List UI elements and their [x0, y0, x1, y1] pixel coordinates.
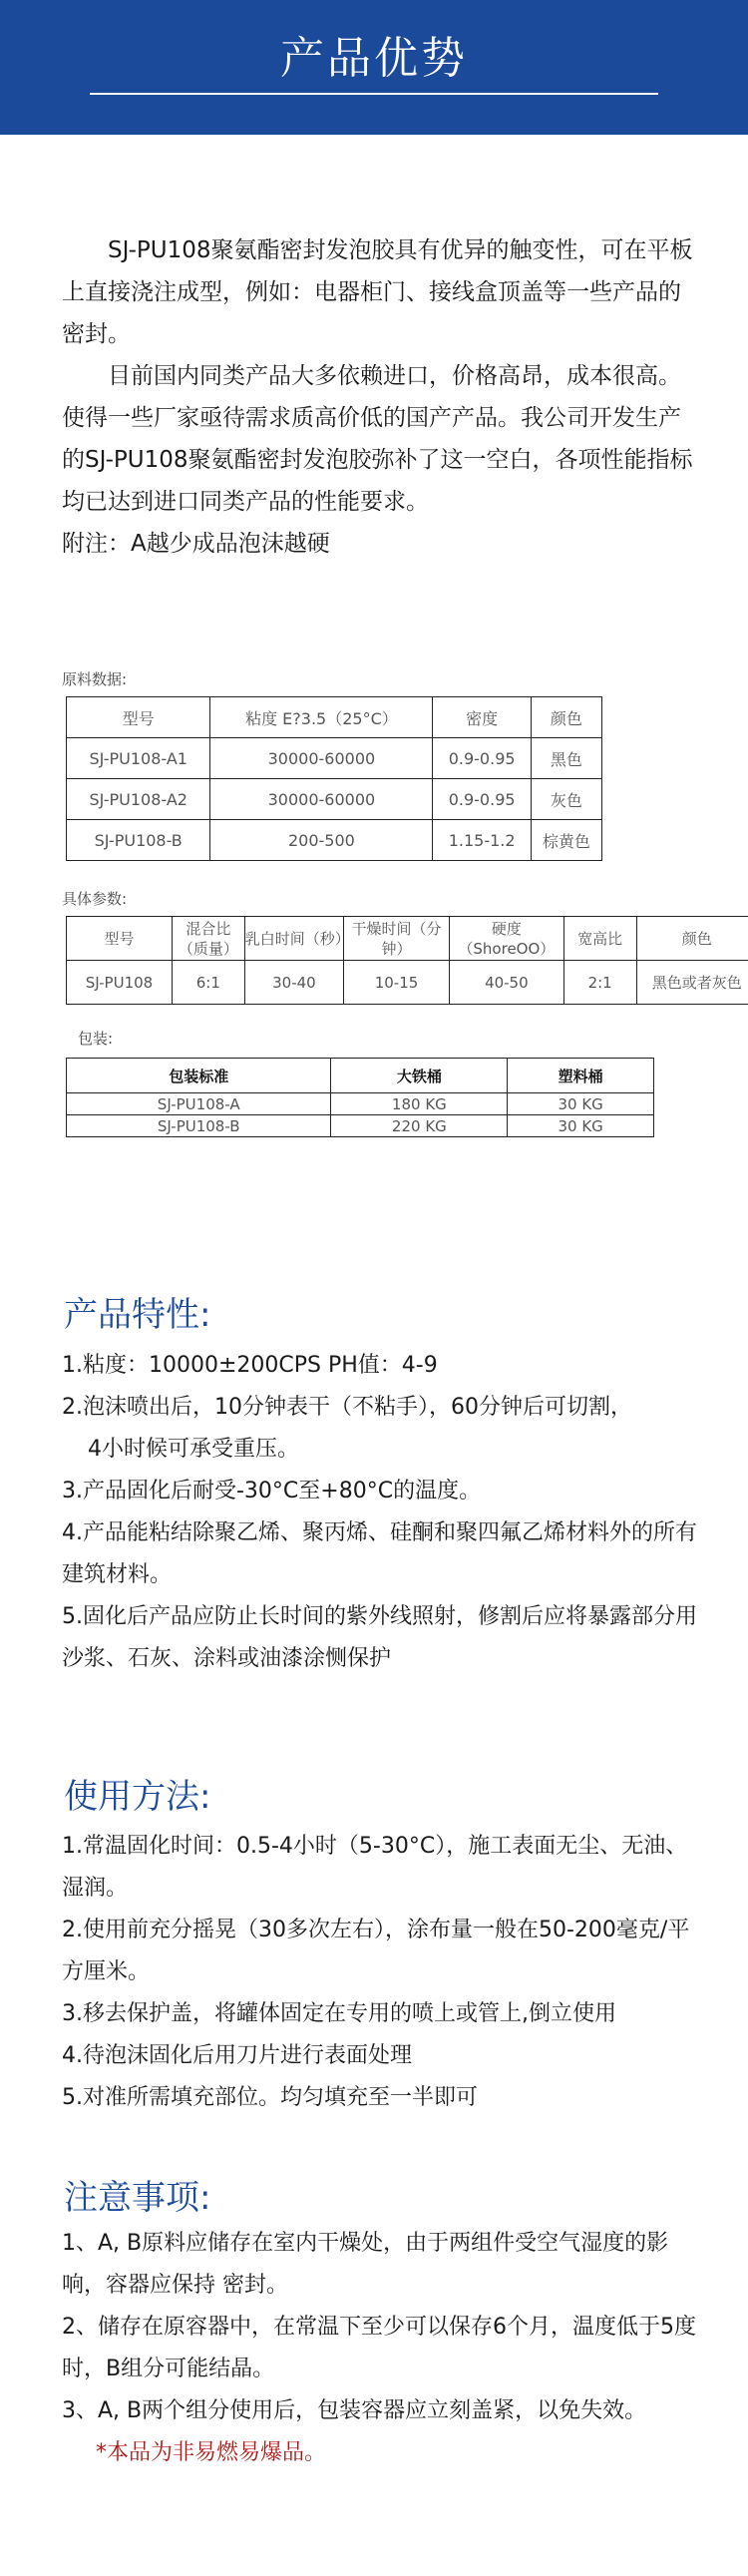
list-item: 2.使用前充分摇晃（30多次左右），涂布量一般在50-200毫克/平方厘米。 [62, 1918, 690, 1984]
header-underline [90, 93, 658, 95]
table-cell: 0.9-0.95 [433, 738, 531, 779]
table-cell: SJ-PU108-B [67, 1115, 331, 1137]
table-cell: SJ-PU108 [67, 961, 173, 1005]
table-cell: 30-40 [244, 961, 343, 1005]
table-header-cell: 干燥时间（分钟） [344, 917, 450, 961]
table-cell: SJ-PU108-A2 [67, 779, 210, 820]
table-cell: 30000-60000 [210, 738, 433, 779]
table-header-cell: 乳白时间（秒） [244, 917, 343, 961]
intro-note: 附注：A越少成品泡沫越硬 [62, 531, 330, 557]
table-cell: SJ-PU108-B [67, 820, 210, 861]
table-cell: 220 KG [331, 1115, 508, 1137]
table-cell: 30 KG [508, 1093, 654, 1115]
list-item: 2.泡沫喷出后，10分钟表干（不粘手），60分钟后可切割， [62, 1395, 632, 1420]
table-cell: 6:1 [172, 961, 244, 1005]
notes-list [62, 2223, 700, 2474]
raw-data-label: 原料数据: [62, 670, 128, 688]
table-header-cell: 大铁桶 [331, 1059, 508, 1093]
table-header-cell: 包装标准 [67, 1059, 331, 1093]
table-cell: 1.15-1.2 [433, 820, 531, 861]
table-cell: SJ-PU108-A1 [67, 738, 210, 779]
table-row [67, 961, 748, 1005]
page-title: 产品优势 [280, 33, 468, 84]
table-header-row [67, 917, 748, 961]
list-item: 1.常温固化时间：0.5-4小时（5-30°C），施工表面无尘、无油、湿润。 [62, 1834, 688, 1901]
notes-title: 注意事项: [64, 2178, 211, 2218]
table-header-cell: 塑料桶 [508, 1059, 654, 1093]
table-header-cell: 混合比（质量） [172, 917, 244, 961]
list-item: 1.粘度：10000±200CPS PH值：4-9 [62, 1353, 438, 1378]
intro-paragraph-1: SJ-PU108聚氨酯密封发泡胶具有优异的触变性，可在平板上直接浇注成型，例如：电器柜门、接线盒顶盖等一些产品的密封。 [62, 237, 693, 347]
list-item: 4小时候可承受重压。 [88, 1437, 299, 1462]
list-item: 5.对准所需填充部位。均匀填充至一半即可 [62, 2085, 478, 2110]
table-cell: 黑色或者灰色 [636, 961, 748, 1005]
intro-paragraph-2: 目前国内同类产品大多依赖进口，价格高昂，成本很高。使得一些厂家亟待需求质高价低的国产产品。我公司开发生产的SJ-PU108聚氨酯密封发泡胶弥补了这一空白，各项性能指标均已达到进口同类产品的性能要求。 [62, 363, 693, 515]
usage-list [62, 1826, 700, 2119]
usage-title: 使用方法: [64, 1777, 211, 1817]
table-header-cell: 硬度（ShoreOO） [449, 917, 563, 961]
table-cell: 10-15 [344, 961, 450, 1005]
table-cell: 30 KG [508, 1115, 654, 1137]
params-table [66, 916, 748, 1005]
table-cell: 黑色 [531, 738, 601, 779]
table-header-row [67, 697, 602, 738]
packaging-table [66, 1058, 654, 1137]
features-title: 产品特性: [64, 1295, 211, 1335]
table-cell: 30000-60000 [210, 779, 433, 820]
table-cell: 40-50 [449, 961, 563, 1005]
list-item: 4.待泡沫固化后用刀片进行表面处理 [62, 2043, 412, 2068]
table-header-cell: 颜色 [636, 917, 748, 961]
table-header-row [67, 1059, 654, 1093]
table-row [67, 738, 602, 779]
list-item: 1、A, B原料应储存在室内干燥处，由于两组件受空气湿度的影响，容器应保持 密封。 [62, 2231, 669, 2298]
table-cell: 180 KG [331, 1093, 508, 1115]
list-item: 5.固化后产品应防止长时间的紫外线照射，修割后应将暴露部分用沙浆、石灰、涂料或油漆涂恻保护 [62, 1604, 697, 1671]
table-cell: 200-500 [210, 820, 433, 861]
list-item: 3、A, B两个组分使用后，包装容器应立刻盖紧，以免失效。 [62, 2398, 647, 2423]
table-cell: 2:1 [563, 961, 636, 1005]
features-list [62, 1345, 700, 1680]
table-header-cell: 型号 [67, 917, 173, 961]
table-cell: SJ-PU108-A [67, 1093, 331, 1115]
list-item: 4.产品能粘结除聚乙烯、聚丙烯、硅酮和聚四氟乙烯材料外的所有建筑材料。 [62, 1520, 697, 1587]
table-row [67, 820, 602, 861]
packaging-label: 包装: [78, 1030, 114, 1048]
list-item: 3.产品固化后耐受-30°C至+80°C的温度。 [62, 1479, 482, 1503]
raw-data-table [66, 696, 602, 861]
table-header-cell: 颜色 [531, 697, 601, 738]
warning-note: *本品为非易燃易爆品。 [96, 2440, 327, 2465]
table-cell: 0.9-0.95 [433, 779, 531, 820]
table-row [67, 1115, 654, 1137]
table-header-cell: 宽高比 [563, 917, 636, 961]
header-banner [0, 0, 748, 135]
table-cell: 灰色 [531, 779, 601, 820]
table-header-cell: 密度 [433, 697, 531, 738]
table-header-cell: 粘度 E?3.5（25°C） [210, 697, 433, 738]
table-cell: 棕黄色 [531, 820, 601, 861]
table-row [67, 1093, 654, 1115]
list-item: 2、储存在原容器中，在常温下至少可以保存6个月，温度低于5度时，B组分可能结晶。 [62, 2315, 696, 2381]
intro-section [62, 229, 700, 565]
table-header-cell: 型号 [67, 697, 210, 738]
table-row [67, 779, 602, 820]
params-label: 具体参数: [62, 890, 128, 908]
list-item: 3.移去保护盖，将罐体固定在专用的喷上或管上,倒立使用 [62, 2001, 616, 2026]
